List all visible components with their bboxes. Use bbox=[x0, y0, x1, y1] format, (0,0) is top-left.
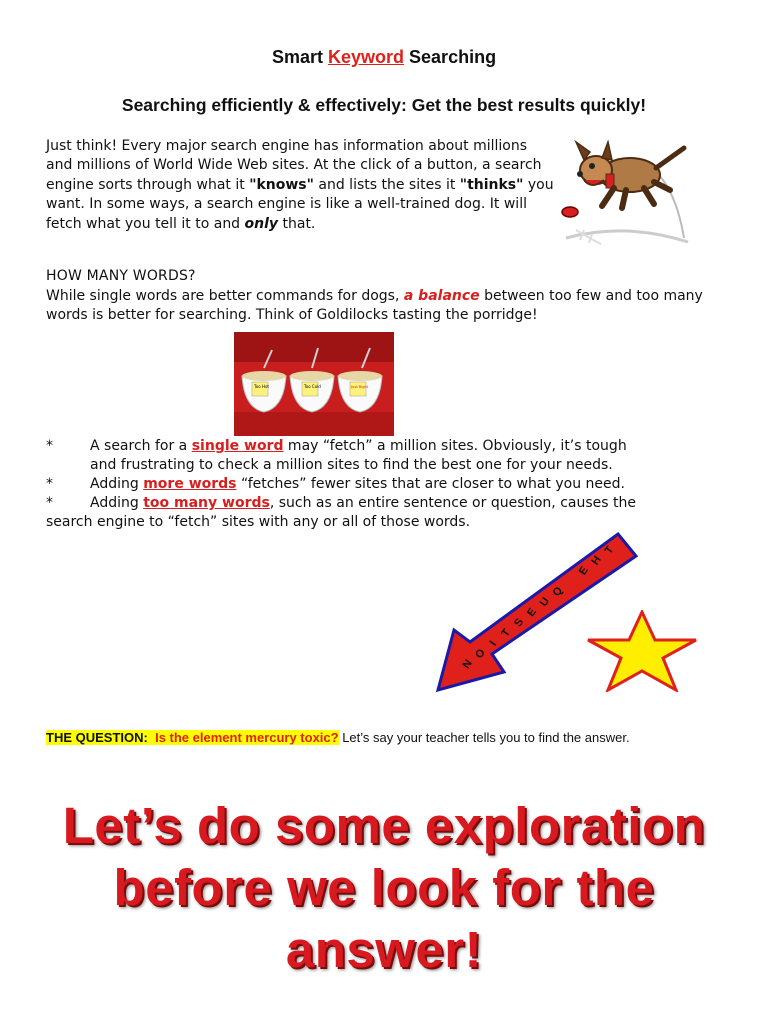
question-highlight bbox=[46, 730, 339, 745]
too-many-words-emphasis: too many words bbox=[143, 495, 270, 511]
intro-text-3: you want. In some ways, a search engine is like a well-trained dog. It will fetch what you tell it to and bbox=[46, 176, 554, 232]
intro-text-2: and lists the sites it bbox=[313, 176, 460, 193]
intro-text-1: Just think! Every major search engine has information about millions and millions of World Wide Web sites. At the click of a button, a search engine sorts through what it bbox=[46, 138, 542, 193]
how-many-text-1: While single words are better commands for dogs, bbox=[46, 288, 404, 304]
question-rest: Let’s say your teacher tells you to find the answer. bbox=[338, 730, 630, 745]
bullet-2-post: “fetches” fewer sites that are closer to what you need. bbox=[236, 476, 625, 492]
bowl-label-2: Too Cold bbox=[304, 384, 321, 389]
bullet-item-3-line2: search engine to “fetch” sites with any or all of those words. bbox=[46, 514, 471, 530]
arrow-letter: E bbox=[525, 606, 540, 619]
question-text: Is the element mercury toxic? bbox=[155, 730, 339, 745]
arrow-letter: S bbox=[512, 616, 527, 630]
star-icon bbox=[586, 610, 698, 692]
arrow-letter: E bbox=[576, 564, 591, 578]
arrow-letter: N bbox=[460, 657, 475, 671]
bullet-2-pre: Adding bbox=[90, 476, 144, 492]
bullet-1-post: may “fetch” a million sites. Obviously, it’s tough bbox=[283, 438, 627, 454]
intro-only: only bbox=[244, 215, 279, 232]
single-word-emphasis: single word bbox=[191, 438, 284, 454]
bullet-3-pre: Adding bbox=[90, 495, 144, 511]
how-many-paragraph bbox=[46, 287, 726, 326]
bullet-item-2 bbox=[46, 475, 746, 494]
how-many-heading: HOW MANY WORDS? bbox=[46, 268, 196, 284]
bullet-item-1 bbox=[46, 437, 746, 456]
arrow-letter: T bbox=[499, 626, 514, 640]
intro-paragraph bbox=[46, 137, 556, 234]
exploration-banner bbox=[0, 795, 768, 981]
banner-line-2: before we look for the bbox=[113, 859, 655, 916]
arrow-letter: Q bbox=[550, 584, 566, 599]
intro-knows: "knows" bbox=[249, 176, 314, 193]
porridge-bowls-photo bbox=[234, 332, 394, 436]
intro-text-4: that. bbox=[278, 215, 316, 232]
arrow-letter: H bbox=[589, 553, 604, 568]
how-many-text-2: between too few and too many words is better for searching. Think of Goldilocks tasting the porridge! bbox=[46, 288, 703, 324]
bullet-1-pre: A search for a bbox=[90, 438, 192, 454]
title-keyword: Keyword bbox=[327, 47, 405, 67]
page-subtitle: Searching efficiently & effectively: Get the best results quickly! bbox=[121, 95, 647, 115]
bullet-list bbox=[46, 437, 746, 532]
question-line bbox=[46, 729, 726, 746]
balance-emphasis: a balance bbox=[403, 288, 480, 304]
question-label: THE QUESTION: bbox=[46, 730, 148, 745]
arrow-letter: I bbox=[487, 638, 500, 649]
arrow-letter: O bbox=[473, 646, 488, 661]
dog-illustration bbox=[556, 130, 696, 248]
bullet-mark: * bbox=[46, 495, 53, 511]
arrow-letter: T bbox=[602, 544, 617, 557]
title-post: Searching bbox=[409, 47, 497, 67]
intro-thinks: "thinks" bbox=[459, 176, 524, 193]
bowl-label-3: Just Right bbox=[351, 385, 369, 389]
bullet-item-3 bbox=[46, 494, 746, 513]
bowl-label-1: Too Hot bbox=[254, 384, 269, 389]
bullet-3-post: , such as an entire sentence or question, causes the bbox=[269, 495, 636, 511]
arrow-letter: U bbox=[537, 595, 553, 609]
banner-line-3: answer! bbox=[285, 921, 483, 978]
page-title bbox=[0, 47, 768, 68]
title-pre: Smart bbox=[271, 47, 323, 67]
banner-line-1: Let’s do some exploration bbox=[62, 797, 706, 854]
bullet-mark: * bbox=[46, 476, 53, 492]
more-words-emphasis: more words bbox=[143, 476, 237, 492]
bullet-item-1-line2: and frustrating to check a million sites to find the best one for your needs. bbox=[90, 457, 613, 473]
bullet-mark: * bbox=[46, 438, 53, 454]
